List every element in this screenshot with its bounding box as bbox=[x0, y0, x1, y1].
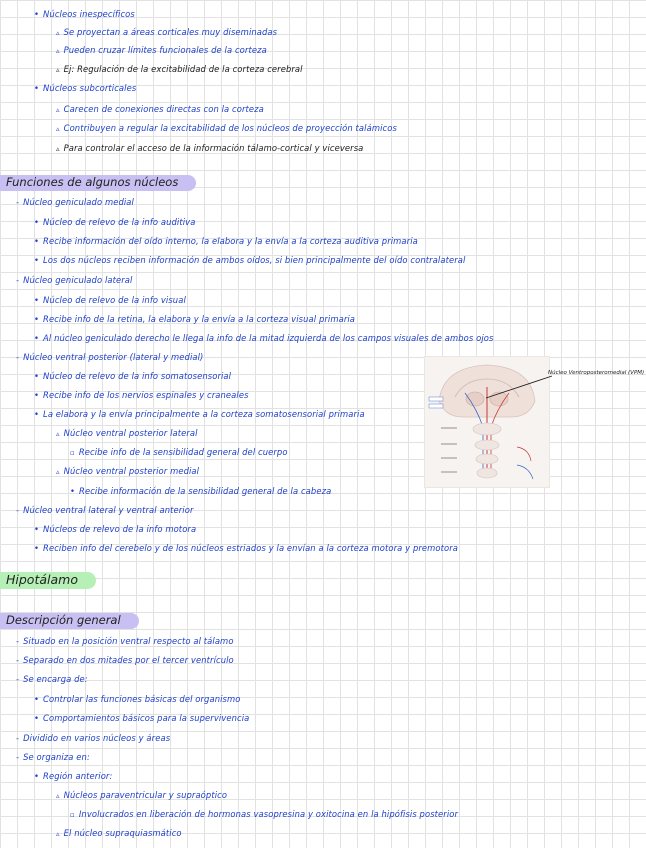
section-heading: Funciones de algunos núcleos bbox=[0, 175, 196, 191]
note-line: • Al núcleo geniculado derecho le llega la info de la mitad izquierda de los campos visuales de ambos ojos bbox=[34, 333, 494, 343]
note-line: - Núcleo ventral lateral y ventral anterior bbox=[16, 505, 194, 515]
note-line: • Región anterior: bbox=[34, 771, 113, 781]
note-line: ▫ Recibe info de la sensibilidad general del cuerpo bbox=[70, 447, 288, 457]
pointer-line bbox=[484, 372, 554, 402]
brain-diagram-figure bbox=[424, 356, 646, 488]
note-line: ▵ Núcleo ventral posterior lateral bbox=[56, 428, 198, 438]
note-line: ▵ Carecen de conexiones directas con la corteza bbox=[56, 104, 264, 114]
note-line: ▵ El núcleo supraquiasmático bbox=[56, 828, 182, 838]
note-line: - Núcleo geniculado lateral bbox=[16, 275, 133, 285]
note-line: • Recibe info de la retina, la elabora y la envía a la corteza visual primaria bbox=[34, 314, 356, 324]
note-line: ▵ Núcleos paraventricular y supraóptico bbox=[56, 790, 228, 800]
note-line: ▵ Pueden cruzar límites funcionales de la corteza bbox=[56, 45, 267, 55]
note-line: ▵ Para controlar el acceso de la información tálamo-cortical y viceversa bbox=[56, 143, 364, 153]
note-line: • Recibe información del oído interno, la elabora y la envía a la corteza auditiva primaria bbox=[34, 236, 418, 246]
note-line: • La elabora y la envía principalmente a la corteza somatosensorial primaria bbox=[34, 409, 365, 419]
note-line: ▵ Se proyectan a áreas corticales muy diseminadas bbox=[56, 27, 278, 37]
note-line: - Se encarga de: bbox=[16, 674, 88, 684]
note-line: ▵ Núcleo ventral posterior medial bbox=[56, 466, 200, 476]
note-line: • Recibe info de los nervios espinales y craneales bbox=[34, 390, 249, 400]
section-heading: Descripción general bbox=[0, 613, 139, 629]
note-line: ▵ Ej: Regulación de la excitabilidad de la corteza cerebral bbox=[56, 64, 303, 74]
note-line: • Reciben info del cerebelo y de los núcleos estriados y la envían a la corteza motora y premotora bbox=[34, 543, 459, 553]
note-line: - Se organiza en: bbox=[16, 752, 90, 762]
note-line: • Comportamientos básicos para la supervivencia bbox=[34, 713, 250, 723]
note-line: • Núcleo de relevo de la info auditiva bbox=[34, 217, 196, 227]
note-line: • Núcleos de relevo de la info motora bbox=[34, 524, 197, 534]
note-line: - Separado en dos mitades por el tercer ventrículo bbox=[16, 655, 234, 665]
note-line: • Núcleos inespecíficos bbox=[34, 9, 135, 19]
section-heading: Hipotálamo bbox=[0, 572, 96, 589]
note-line: ▫ Involucrados en liberación de hormonas vasopresina y oxitocina en la hipófisis posterior bbox=[70, 809, 459, 819]
note-line: - Núcleo ventral posterior (lateral y medial) bbox=[16, 352, 204, 362]
note-line: • Núcleos subcorticales bbox=[34, 83, 137, 93]
note-line: • Los dos núcleos reciben información de ambos oídos, si bien principalmente del oído contralateral bbox=[34, 255, 466, 265]
note-line: • Controlar las funciones básicas del organismo bbox=[34, 694, 241, 704]
note-line: - Situado en la posición ventral respecto al tálamo bbox=[16, 636, 234, 646]
figure-label: Núcleo Ventroposteromedial (VPM) bbox=[548, 370, 645, 376]
note-line: ▵ Contribuyen a regular la excitabilidad de los núcleos de proyección talámicos bbox=[56, 123, 397, 133]
note-line: - Núcleo geniculado medial bbox=[16, 197, 134, 207]
note-line: - Dividido en varios núcleos y áreas bbox=[16, 733, 171, 743]
note-line: • Recibe información de la sensibilidad general de la cabeza bbox=[70, 486, 332, 496]
note-line: • Núcleo de relevo de la info somatosensorial bbox=[34, 371, 232, 381]
note-line: • Núcleo de relevo de la info visual bbox=[34, 295, 186, 305]
